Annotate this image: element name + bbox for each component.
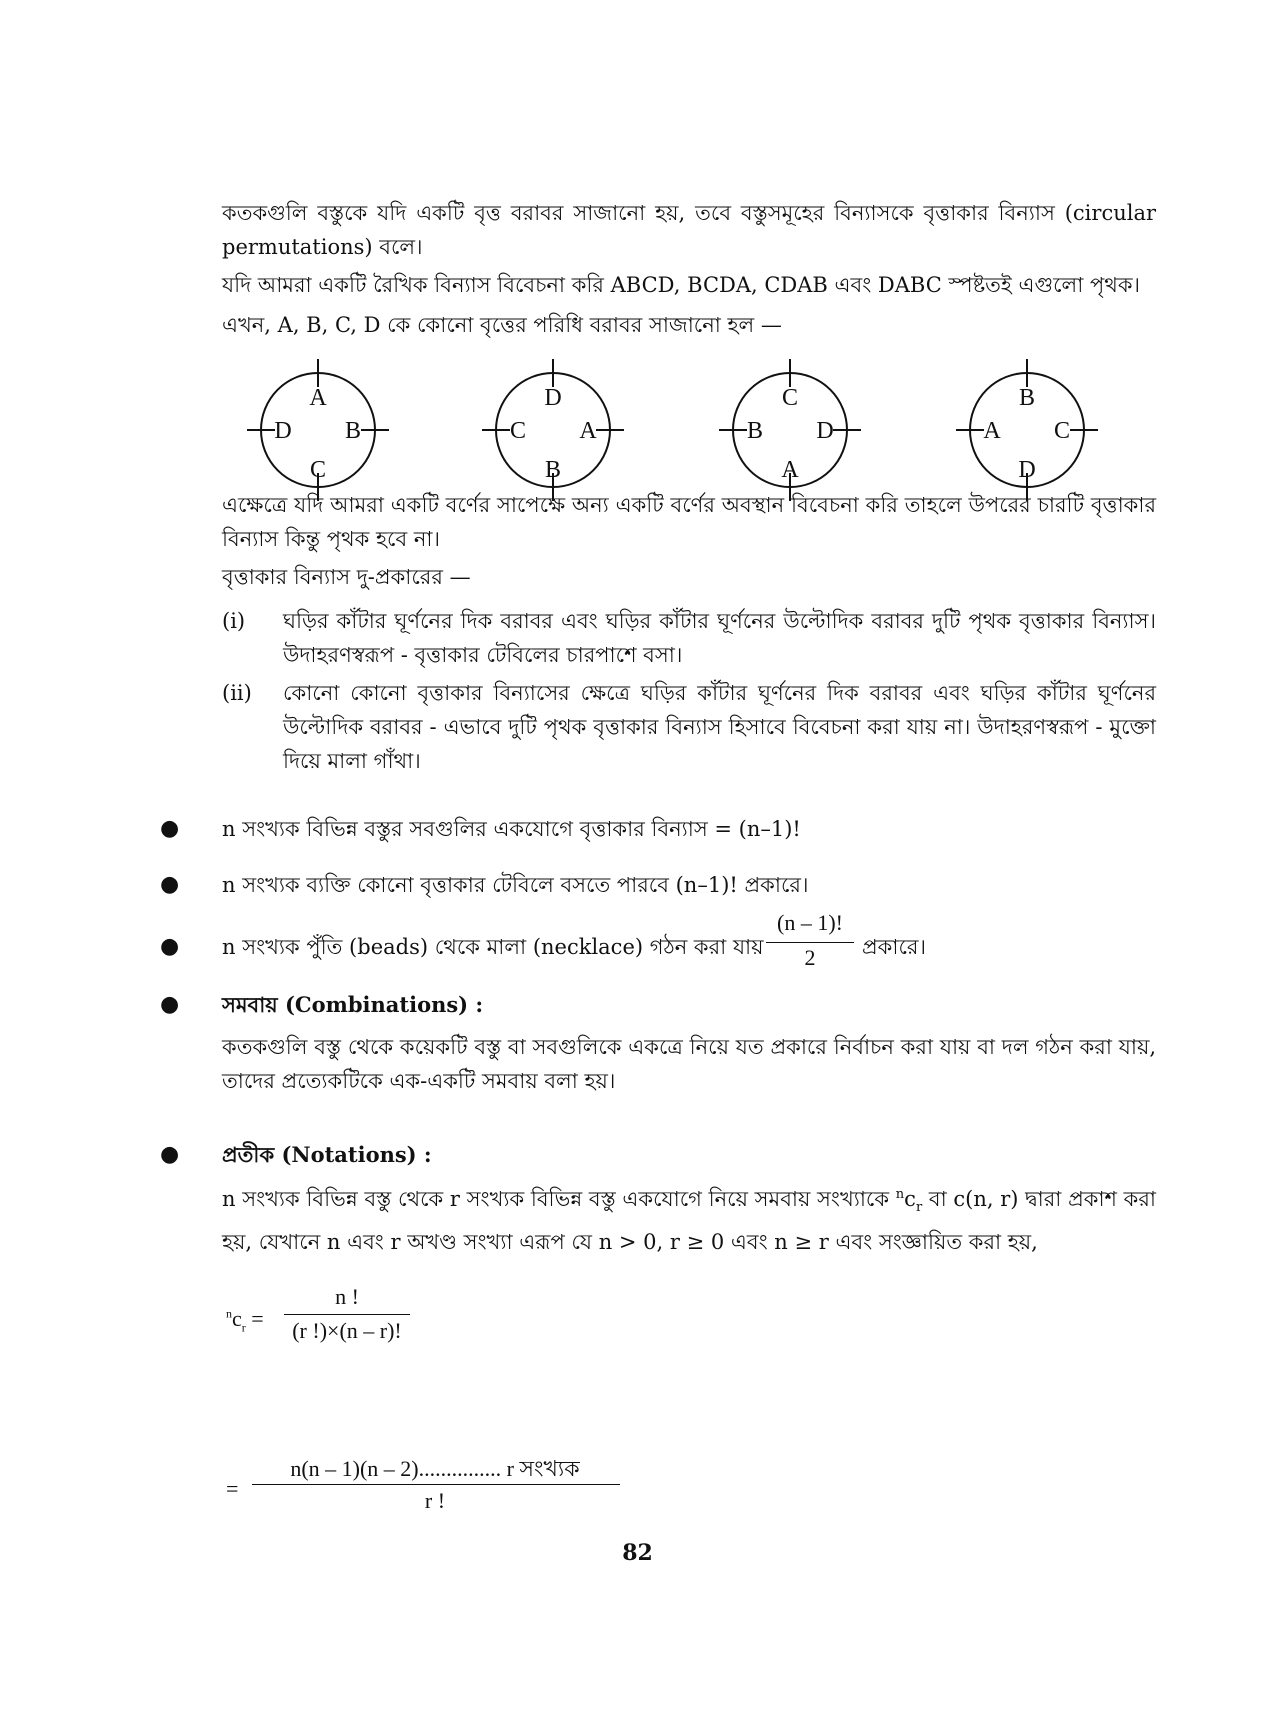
circle-arrangement-4 <box>956 359 1098 501</box>
circle-label-bottom: A <box>781 457 799 483</box>
circle-label-right: D <box>816 418 834 444</box>
list-item-number: (i) <box>222 609 246 633</box>
circle-label-top: A <box>309 385 327 411</box>
circle-label-right: B <box>344 418 362 444</box>
notations-definition <box>222 1178 1156 1259</box>
circle-label-left: C <box>509 418 527 444</box>
fraction-bar <box>766 942 854 943</box>
notations-heading: প্রতীক (Notations) : <box>222 1142 432 1167</box>
bullet-circular-objects: n সংখ্যক বিভিন্ন বস্তুর সবগুলির একযোগে বৃত্তাকার বিন্যাস = (n–1)! <box>222 817 801 841</box>
formula1-denominator: (r !)×(n – r)! <box>292 1318 402 1343</box>
formula2-numerator: n(n – 1)(n – 2)............... r সংখ্যক <box>290 1456 580 1481</box>
paragraph-circular-permutation-definition: কতকগুলি বস্তুকে যদি একটি বৃত্ত বরাবর সাজানো হয়, তবে বস্তুসমূহের বিন্যাসকে বৃত্তাকার বিন্যাস (circular permutations) বলে। <box>222 201 1156 259</box>
formula2-bar <box>252 1484 620 1485</box>
bullet-icon: ● <box>160 872 180 897</box>
circle-label-bottom: B <box>544 457 562 483</box>
notations-text-b: বা c(n, r) দ্বারা প্রকাশ করা হয়, যেখানে n এবং r অখণ্ড সংখ্যা এরূপ যে n > 0, r ≥ 0 এবং n ≥ r এবং সংজ্ঞায়িত করা হয়, <box>222 1187 1157 1255</box>
bullet-necklace-text: n সংখ্যক পুঁতি (beads) থেকে মালা (necklace) গঠন করা যায় <box>222 935 764 959</box>
circle-label-right: C <box>1053 418 1071 444</box>
fraction-numerator: (n – 1)! <box>777 910 843 935</box>
list-item-text: কোনো কোনো বৃত্তাকার বিন্যাসের ক্ষেত্রে ঘড়ির কাঁটার ঘূর্ণনের দিক বরাবর এবং ঘড়ির কাঁটার ঘূর্ণনের উল্টোদিক বরাবর - এভাবে দুটি পৃথক বৃত্তাকার বিন্যাস হিসাবে বিবেচনা করা যায় না। উদাহরণস্বরূপ - মুক্তো দিয়ে মালা গাঁথা। <box>283 681 1156 773</box>
bullet-icon: ● <box>160 816 180 841</box>
circle-label-right: A <box>579 418 597 444</box>
bullet-icon: ● <box>160 1142 180 1167</box>
paragraph-circle-arrangement-intro: এখন, A, B, C, D কে কোনো বৃত্তের পরিধি বরাবর সাজানো হল — <box>222 313 782 337</box>
list-item-text: ঘড়ির কাঁটার ঘূর্ণনের দিক বরাবর এবং ঘড়ির কাঁটার ঘূর্ণনের উল্টোদিক বরাবর দুটি পৃথক বৃত্তাকার বিন্যাস। উদাহরণস্বরূপ - বৃত্তাকার টেবিলের চারপাশে বসা। <box>283 609 1156 667</box>
page-number: 82 <box>622 1540 653 1566</box>
fraction-denominator: 2 <box>804 945 816 970</box>
circle-arrangement-1 <box>247 359 389 501</box>
paragraph-linear-arrangement: যদি আমরা একটি রৈখিক বিন্যাস বিবেচনা করি ABCD, BCDA, CDAB এবং DABC স্পষ্টতই এগুলো পৃথক। <box>222 273 1141 297</box>
bullet-icon: ● <box>160 992 180 1017</box>
formula2-denominator: r ! <box>424 1488 446 1513</box>
formula1-numerator: n ! <box>335 1284 359 1309</box>
circle-label-top: C <box>781 385 799 411</box>
paragraph-two-types: বৃত্তাকার বিন্যাস দু-প্রকারের — <box>222 565 471 589</box>
formula2-equals: = <box>226 1476 239 1501</box>
circle-label-left: D <box>274 418 292 444</box>
ncr-symbol: $^nc_r$ <box>895 1187 923 1216</box>
bullet-necklace-suffix: প্রকারে। <box>862 935 926 959</box>
circle-label-left: A <box>983 418 1001 444</box>
combinations-definition: কতকগুলি বস্তু থেকে কয়েকটি বস্তু বা সবগুলিকে একত্রে নিয়ে যত প্রকারে নির্বাচন করা যায় বা দল গঠন করা যায়, তাদের প্রত্যেকটিকে এক-একটি সমবায় বলা হয়। <box>222 1035 1156 1093</box>
list-item-number: (ii) <box>222 681 252 705</box>
combinations-heading: সমবায় (Combinations) : <box>222 992 484 1017</box>
circle-label-top: D <box>544 385 562 411</box>
circle-label-top: B <box>1018 385 1036 411</box>
formula-ncr-lhs: $^nc_r$ = <box>226 1306 264 1335</box>
circle-arrangement-3 <box>719 359 861 501</box>
bullet-round-table: n সংখ্যক ব্যক্তি কোনো বৃত্তাকার টেবিলে বসতে পারবে (n–1)! প্রকারে। <box>222 873 809 897</box>
bullet-icon: ● <box>160 934 180 959</box>
circle-label-left: B <box>746 418 764 444</box>
notations-text-a: n সংখ্যক বিভিন্ন বস্তু থেকে r সংখ্যক বিভিন্ন বস্তু একযোগে নিয়ে সমবায় সংখ্যাকে <box>222 1187 890 1211</box>
circle-arrangement-2 <box>482 359 624 501</box>
circle-label-bottom: C <box>309 457 327 483</box>
paragraph-relative-position: এক্ষেত্রে যদি আমরা একটি বর্ণের সাপেক্ষে অন্য একটি বর্ণের অবস্থান বিবেচনা করি তাহলে উপরের চারটি বৃত্তাকার বিন্যাস কিন্তু পৃথক হবে না। <box>222 493 1156 551</box>
circle-label-bottom: D <box>1018 457 1036 483</box>
formula1-bar <box>284 1314 410 1315</box>
